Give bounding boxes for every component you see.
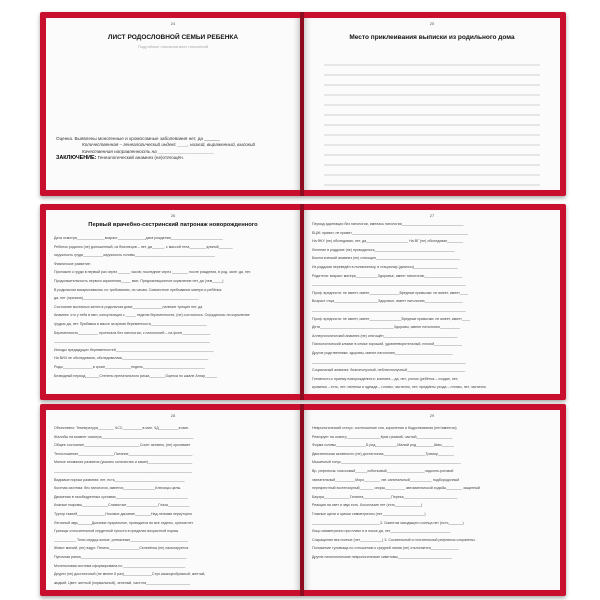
conclusion-text: Генеалогический анамнез (не)отягощён. [97,155,184,161]
evaluation-line: Количественная – генеалогический индекс ____, низкий, выраженный, высокий [82,142,256,148]
form-line: Безводный период_______Степень пренатального риска________Оценка по шкале Апгар______ [54,373,217,378]
form-line: Физическое развитие: [54,261,91,266]
form-line: грудью да, нет. Прибавка в массе за время беременности____________________________ [54,321,207,326]
first-visit-title: Первый врачебно-сестринский патронаж новорожденного [88,222,258,228]
form-lines [54,234,292,380]
form-line: жидкий. Цвет: желтый (нормальный), зеленый, частота______________________ [54,580,191,585]
page-26 [46,210,300,394]
form-line: Социальный анамнез: благополучный, неблагополучный_____________________________ [312,368,465,373]
discharge-paste-title: Место приклеивания выписки из родильного дома [349,34,515,41]
form-line: Родители: возраст матери___________Здоровье, имеет патологию___________________ [312,273,463,278]
form-line: Ребенок родился (не) доношенный, из близнецов – нет, да______, с массой тела________ длиной_______ [54,244,233,249]
form-line: Готовность к приему новорожденного: комната – да, нет; уголок (ребёнок – создан, нет; [312,376,459,381]
form-line: Реакция на свет и звук есть. Косоглазие нет (есть_____________) [312,503,423,508]
form-line: Период адаптации без патологии, имелась патология_______________________________ [312,222,464,226]
form-line: Двигательная активность (не) достаточная_____________________Тремор________ [312,451,454,456]
page-24 [46,18,300,190]
form-line: Объективно: Температура________ ЧСС__________в мин. ЧД__________в мин. [54,426,190,430]
form-line: Мочеполовая система сформирована по _______________________________ [54,563,186,568]
form-line: да, нет (причина)__________________________________________________________ [54,296,199,301]
form-line: Аллергологический анамнез (не) отягощён_____________________________________ [312,333,458,338]
form-line: __________________________________3. Симптом заходящего солнца нет (есть_______) [312,520,464,525]
page-number: 29 [429,413,435,418]
evaluation-line: Качественная направленность на ______________________ [82,148,215,154]
form-line: хватательный__________Моро________ хвт. капитальный___________ подбородочный [312,477,460,482]
form-line: Малые аномалии развития (указать количество и какие)______________________ [54,460,193,465]
form-line: Беременность__________ протекала без патологии, с патологией – на фоне______________ [54,330,211,335]
journal-spread-3 [40,404,566,596]
form-lines [54,424,292,587]
form-line: Роды_______________в сроке_____________недель_______________________________ [54,364,205,369]
evaluation-line: Оценка. Выявлены моногенные и хромосомные заболевания нет, да ______ [56,136,220,141]
form-line: Биологический анамнез (не) отягощен__________________________________________ [312,256,460,261]
form-line: Мышечный тонус____________________________________________________________ [312,460,461,465]
form-line: Жалобы на момент осмотра______________________________________________ [54,434,194,439]
form-line: кроватка – есть, нет; пеленки и одежда – готовы, частично, нет; предметы ухода – готовы, нет, частично [312,385,486,390]
form-line: перекрестный экстензорный_______ опоры__________ автоматической ходьбы________ защитный [312,486,480,491]
form-line: Форма головы_______________Б.род___________Малый род_________Швы______ [312,443,454,448]
form-line: Телосложение__________________Питание________________________________ [54,451,193,456]
conclusion-label: ЗАКЛЮЧЕНИЕ: [56,155,97,162]
form-line: Неврологический статус: соотношение сна, кормления и бодрствования (нет/имеется) [312,426,457,430]
form-lines [312,220,552,392]
form-line: Глазные щели и зрачки симметричны (нет_____________________) [312,511,426,516]
page-29 [304,410,560,590]
form-line: Положение туловища по отношению к средней линии (не) отклоняется______________ [312,546,459,551]
journal-spread-1 [40,12,566,196]
page-number: 25 [429,21,435,26]
page-25 [304,18,560,190]
family-tree-subtitle: Подробные описания всех поколений [138,44,208,49]
form-line: ______________________________________________________________________________ [54,339,210,344]
page-number: 26 [170,213,176,218]
form-line: Диурез (не) достаточный (не менее 6 раз)______________Стул кашицеобразный, желтый, [54,572,206,577]
form-line: Вр. рефлексы: поисковый______хоботковый___________________ладонно-ротовой [312,468,454,473]
page-28 [46,410,300,590]
form-line: Лицо симметрично при плаче и в покое да, нет______________________________ [312,529,451,534]
form-line: Состояние молочных желез в родильном доме_______________наличие трещин нет, да [54,304,203,309]
form-line: Психологический климат в семье хороший, удовлетворительный, плохой______________ [312,342,463,347]
form-line: Исходы предыдущих беременностей_________________________________________________ [54,347,214,352]
form-line: Костная система: без патологии, имеется________________Ключицы целы. [54,486,182,491]
form-line: Проф. вредности: не имеет, имеет_______________Вредные привычки: не имеет, имеет____ [312,290,468,295]
form-line: Границы относительной сердечной тупости в пределах возрастной нормы [54,529,179,534]
faint-show-through [324,58,540,190]
form-line: На ВИЧ не обследована, обследовалась___________________________________________ [54,356,209,361]
form-line: Лечение в роддоме (не) проводилось________________________________________ [312,247,455,252]
form-line: _____________________________________________________________________________ [312,359,466,364]
form-line: На ФКУ (не) обследован, нет, да_____________________ На ВГ (не) обследован________ [312,239,464,244]
form-line: Живот мягкий, (не) вздут. Печень_______________Селезёнка (не) пальпируется. [54,546,190,551]
form-line: БЦЖ: привит, не привит__________________________________________________________ [312,230,468,235]
form-line: Реагирует на осмотр_________________Крик громкий, частый__________________ [312,434,453,439]
form-line: Дети_____________________________________Здоровы, имеют патологию__________ [312,325,460,330]
form-line: В родильном вскармливался: по требованию, по часам. Совместное пребывание матери и ребёнка: [54,287,223,292]
page-number: 24 [170,21,176,26]
form-line: Общее состояние____________________________Сосет активно, (не) срыгивает [54,443,191,448]
page-number: 28 [170,413,176,418]
family-tree-title: ЛИСТ РОДОСЛОВНОЙ СЕМЬИ РЕБЕНКА [107,34,239,41]
form-line: Кожные покровы_____________Слизистые________________Глаза___________ [54,503,190,508]
form-line: Движения в тазобедренных суставах____________________________________ [54,494,188,499]
form-line: Другие родственники: здоровы, имеют патологию_____________________________ [312,350,453,355]
form-line: _____________________________________________________________________________ [312,307,466,312]
form-line: Дата осмотра______________возраст______________дата рождения__________________________ [54,236,223,240]
form-line: Другие патологические неврологические симптомы___________________________ [312,554,452,559]
form-line: _____________________________________________________________________ [54,468,192,473]
form-line: _____________________________________________________________________________ [312,282,466,287]
genealogy-evaluation [56,136,294,162]
journal-spread-2 [40,204,566,400]
page-27 [304,210,560,394]
form-line: Приложен к груди в первый раз через ______ часов; последние через ________ после рождения, в род. зале: да, нет. [54,270,252,275]
form-line: Бауэра_____________Галанта______________Переза___________________________ [312,494,458,499]
form-line: Из роддома переведён в поликлинику, в стационар (диагноз)______________________ [312,264,458,269]
form-line: Легочный звук_______Дыхание пуэрильное, проводится во все отделы, хрипов нет [54,520,194,525]
page-number: 27 [429,213,435,218]
form-line: Видимые пороки развития: нет, есть___________________________________ [54,477,185,482]
form-lines [312,424,552,562]
form-line: Проф. вредности: не имеет, имеет________________Вредные привычки: не имеет, имеет____ [312,316,470,321]
form-line: Пупочная ранка_____________________________________________________ [54,554,187,559]
form-line: Продолжительность первого кормления_____ мин. Предлактационное кормление нет, да (чем_____) [54,278,224,283]
form-line: Анамнез: что у тебя в мен, консультация с _____ неделю беременности, (не) состоялось. Осуждалось ли кормление [54,313,250,318]
form-line: Сокращение век полное (нет___________) 3. Сосательный и глотательный рефлексы сохранены. [312,537,476,542]
form-line: окружность груди__________окружность головы________________________________________ [54,253,215,258]
form-line: ___________ Тоны сердца ясные, ритмичные_____________________________ [54,537,189,542]
form-line: Тургор тканей______________Носовое дыхание________Над легкими перкуторно [54,511,193,516]
form-line: Возраст отца______________________Здоровье, имеет патологию___________________ [312,299,463,304]
